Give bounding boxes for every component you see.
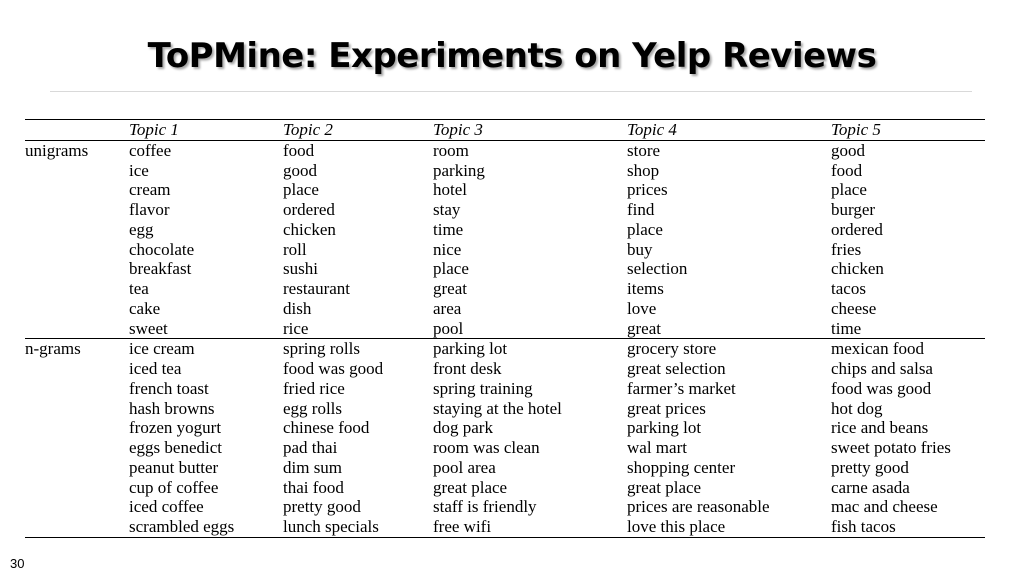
topic-3-term: area: [433, 298, 462, 318]
topic-3-term: parking: [433, 160, 485, 180]
section-label-empty: [25, 259, 129, 279]
section-label-empty: [25, 517, 129, 537]
topic-1-term: hash browns: [129, 398, 215, 418]
topic-4-term: great: [627, 318, 661, 338]
section-label-empty: [25, 497, 129, 517]
topic-1-term: chocolate: [129, 239, 195, 259]
topic-4-term: buy: [627, 239, 653, 259]
topic-1-term: french toast: [129, 378, 209, 398]
topic-3-term: spring training: [433, 378, 533, 398]
topic-2-term: ordered: [283, 200, 335, 219]
table-row: [25, 180, 985, 200]
topic-4-term: parking lot: [627, 418, 702, 438]
topic-5-term: food was good: [831, 378, 932, 398]
topic-1-term: cake: [129, 298, 161, 318]
ngrams-section: [25, 339, 985, 538]
topic-2-term: dim sum: [283, 457, 343, 477]
topic-2-term: place: [283, 180, 319, 200]
section-label-empty: [25, 180, 129, 200]
topic-3-term: room: [433, 140, 469, 160]
section-label-empty: [25, 418, 129, 438]
table-row: [25, 161, 985, 181]
table-header: [25, 120, 985, 141]
table-row: [25, 359, 985, 379]
topic-3-term: nice: [433, 239, 462, 259]
topic-4-term: great selection: [627, 359, 726, 378]
topic-3-term: pool: [433, 318, 464, 338]
table-row: [25, 418, 985, 438]
topic-1-term: scrambled eggs: [129, 517, 283, 537]
topic-4-term: store: [627, 140, 661, 160]
table-row: [25, 339, 985, 359]
table-row: [25, 497, 985, 517]
topic-4-term: grocery store: [627, 339, 831, 359]
topic-5-term: hot dog: [831, 398, 883, 418]
unigrams-section: [25, 140, 985, 339]
topic-4-term: prices are reasonable: [627, 497, 770, 517]
topic-5-term: cheese: [831, 298, 877, 318]
topic-4-term: items: [627, 279, 664, 298]
topic-4-term: prices: [627, 180, 668, 200]
topic-4-term: find: [627, 200, 655, 219]
topic-1-term: egg: [129, 219, 154, 239]
topic-4-term: wal mart: [627, 438, 687, 457]
topics-table-container: [25, 119, 985, 538]
topic-1-term: breakfast: [129, 259, 192, 279]
topic-1-term: coffee: [129, 140, 172, 160]
topic-5-term: place: [831, 180, 867, 200]
topic-2-term: food was good: [283, 359, 384, 378]
table-row: [25, 478, 985, 498]
title-divider: [50, 91, 972, 92]
topic-1-term: flavor: [129, 200, 170, 219]
topic-2-term: lunch specials: [283, 517, 433, 537]
topic-1-term: tea: [129, 279, 149, 298]
topic-4-term: great prices: [627, 398, 706, 418]
topics-table: [25, 119, 985, 538]
topic-5-term: mexican food: [831, 339, 985, 359]
topic-5-term: time: [831, 318, 862, 338]
topic-1-term: cup of coffee: [129, 477, 219, 497]
topic-3-term: hotel: [433, 180, 467, 200]
section-label: n-grams: [25, 339, 129, 359]
topic-3-term: place: [433, 259, 469, 279]
section-label-empty: [25, 478, 129, 498]
topic-2-term: restaurant: [283, 279, 351, 298]
topic-5-term: good: [831, 140, 865, 160]
header-cell: [25, 120, 129, 141]
topic-3-term: free wifi: [433, 517, 627, 537]
header-topic-2: Topic 2: [283, 120, 333, 139]
table-row: [25, 299, 985, 319]
topic-5-term: fries: [831, 239, 862, 259]
topic-4-term: selection: [627, 259, 688, 279]
topic-2-term: sushi: [283, 259, 318, 279]
topic-2-term: good: [283, 160, 317, 180]
header-topic-4: Topic 4: [627, 120, 677, 139]
topic-3-term: pool area: [433, 457, 496, 477]
section-label-empty: [25, 379, 129, 399]
topic-2-term: food: [283, 140, 315, 160]
topic-3-term: great: [433, 279, 467, 298]
topic-1-term: ice: [129, 160, 149, 180]
topic-2-term: rice: [283, 318, 309, 338]
topic-4-term: love this place: [627, 517, 831, 537]
table-row: [25, 379, 985, 399]
topic-4-term: shop: [627, 160, 660, 180]
topic-5-term: tacos: [831, 279, 866, 298]
header-topic-5: Topic 5: [831, 120, 881, 139]
slide-number: 30: [10, 556, 25, 571]
topic-3-term: parking lot: [433, 339, 627, 359]
topic-4-term: place: [627, 219, 663, 239]
section-label-empty: [25, 240, 129, 260]
section-label-empty: [25, 438, 129, 458]
section-label-empty: [25, 200, 129, 220]
table-row: [25, 517, 985, 537]
table-row: [25, 259, 985, 279]
topic-2-term: pad thai: [283, 438, 338, 457]
header-topic-3: Topic 3: [433, 120, 483, 139]
topic-3-term: room was clean: [433, 438, 540, 457]
table-row: [25, 399, 985, 419]
topic-2-term: egg rolls: [283, 398, 343, 418]
topic-2-term: chinese food: [283, 418, 370, 438]
topic-2-term: fried rice: [283, 378, 345, 398]
topic-2-term: dish: [283, 298, 312, 318]
table-row: [25, 319, 985, 339]
section-label-empty: [25, 161, 129, 181]
topic-3-term: dog park: [433, 418, 493, 438]
table-row: [25, 220, 985, 240]
topic-2-term: roll: [283, 239, 307, 259]
topic-4-term: shopping center: [627, 457, 736, 477]
topic-1-term: eggs benedict: [129, 438, 222, 457]
topic-5-term: pretty good: [831, 457, 909, 477]
topic-1-term: ice cream: [129, 339, 283, 359]
topic-5-term: chips and salsa: [831, 359, 933, 378]
section-label-empty: [25, 319, 129, 339]
topic-4-term: love: [627, 298, 657, 318]
section-label-empty: [25, 458, 129, 478]
topic-3-term: staying at the hotel: [433, 398, 562, 418]
topic-5-term: rice and beans: [831, 418, 929, 438]
topic-5-term: food: [831, 160, 863, 180]
section-label-empty: [25, 359, 129, 379]
topic-4-term: great place: [627, 477, 702, 497]
topic-3-term: great place: [433, 477, 508, 497]
table-row: [25, 200, 985, 220]
section-label-empty: [25, 220, 129, 240]
topic-5-term: carne asada: [831, 477, 910, 497]
table-row: [25, 240, 985, 260]
section-label-empty: [25, 399, 129, 419]
table-row: [25, 279, 985, 299]
topic-3-term: staff is friendly: [433, 497, 537, 517]
section-label-empty: [25, 279, 129, 299]
topic-2-term: spring rolls: [283, 339, 433, 359]
topic-1-term: cream: [129, 180, 171, 200]
section-label-empty: [25, 299, 129, 319]
topic-5-term: mac and cheese: [831, 497, 938, 517]
topic-5-term: burger: [831, 200, 876, 219]
table-row: [25, 438, 985, 458]
topic-5-term: ordered: [831, 219, 883, 239]
topic-3-term: stay: [433, 200, 461, 219]
topic-5-term: chicken: [831, 259, 884, 279]
topic-1-term: peanut butter: [129, 457, 219, 477]
topic-1-term: iced coffee: [129, 497, 204, 517]
topic-1-term: sweet: [129, 318, 168, 338]
header-row: [25, 120, 985, 141]
topic-3-term: front desk: [433, 359, 502, 378]
topic-2-term: thai food: [283, 477, 344, 497]
topic-5-term: fish tacos: [831, 517, 985, 537]
topic-1-term: frozen yogurt: [129, 418, 222, 438]
topic-2-term: pretty good: [283, 497, 361, 517]
header-topic-1: Topic 1: [129, 120, 179, 139]
section-label: unigrams: [25, 140, 89, 160]
topic-5-term: sweet potato fries: [831, 438, 951, 457]
topic-1-term: iced tea: [129, 359, 182, 378]
topic-4-term: farmer’s market: [627, 378, 736, 398]
topic-3-term: time: [433, 219, 464, 239]
slide-title: ToPMine: Experiments on Yelp Reviews: [147, 36, 877, 76]
topic-2-term: chicken: [283, 219, 336, 239]
table-row: [25, 458, 985, 478]
table-row: [25, 140, 985, 160]
